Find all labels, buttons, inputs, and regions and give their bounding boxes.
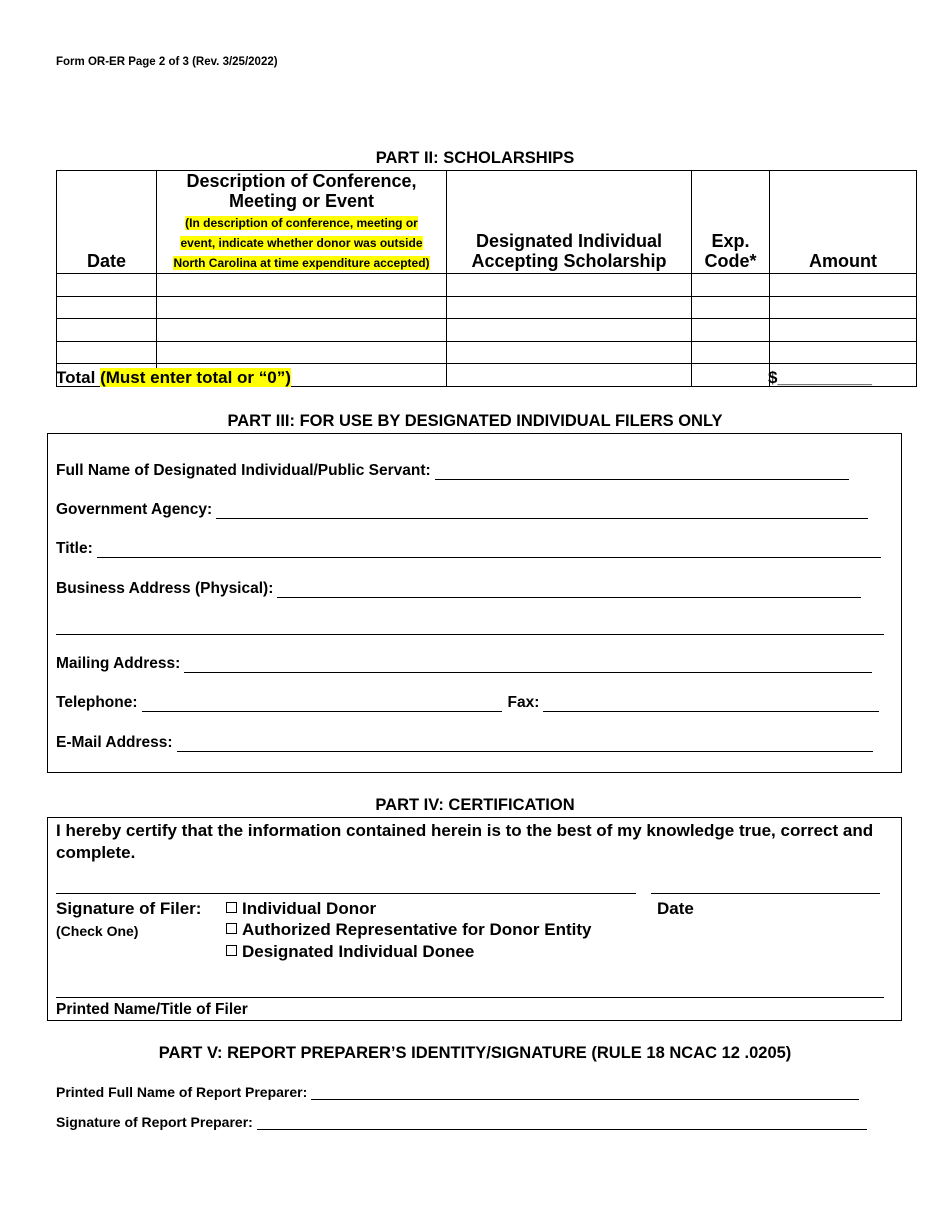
cell-amount[interactable] [770, 296, 917, 319]
cell-exp-code[interactable] [692, 274, 770, 297]
table-row [57, 296, 917, 319]
title-field[interactable] [97, 543, 881, 558]
part5-title: PART V: REPORT PREPARER’S IDENTITY/SIGNATURE (RULE 18 NCAC 12 .0205) [158, 1044, 792, 1062]
certification-statement: I hereby certify that the information contained herein is to the best of my knowledge true, correct and complete. [56, 821, 874, 862]
preparer-name-field[interactable] [311, 1086, 859, 1100]
full-name-field[interactable] [435, 465, 849, 480]
col-description [157, 171, 447, 274]
cell-description[interactable] [157, 319, 447, 342]
table-row [57, 319, 917, 342]
table-header-row [57, 171, 917, 274]
cell-date[interactable] [57, 341, 157, 364]
cell-designated[interactable] [447, 319, 692, 342]
agency-field[interactable] [216, 504, 868, 519]
scholarships-table [56, 170, 917, 387]
form-id: Form OR-ER Page 2 of 3 (Rev. 3/25/2022) [56, 56, 278, 68]
cell-description[interactable] [157, 296, 447, 319]
email-label: E-Mail Address: [56, 734, 173, 751]
agency-label: Government Agency: [56, 501, 213, 518]
business-address-label: Business Address (Physical): [56, 580, 274, 597]
option-individual-donor-label: Individual Donor [242, 899, 377, 918]
signature-line[interactable] [56, 893, 636, 894]
cell-description[interactable] [157, 341, 447, 364]
business-address-field[interactable] [277, 583, 861, 598]
agency-row [56, 501, 868, 519]
mailing-address-label: Mailing Address: [56, 655, 181, 672]
cell-exp-code[interactable] [692, 319, 770, 342]
signature-label: Signature of Filer: [56, 899, 202, 918]
col-description-note: (In description of conference, meeting or event, indicate whether donor was outside North Carolina at time expenditure accepted) [173, 216, 430, 270]
total-label: Total [56, 368, 96, 387]
business-address-row [56, 580, 861, 598]
business-address-line2[interactable] [56, 634, 884, 635]
printed-name-line[interactable] [56, 997, 884, 998]
table-row [57, 341, 917, 364]
col-description-main: Description of Conference, Meeting or Event [186, 171, 417, 211]
cell-amount[interactable] [770, 274, 917, 297]
total-amount-field[interactable]: $__________ [768, 368, 873, 387]
col-exp-code: Exp. Code* [692, 171, 770, 274]
preparer-signature-label: Signature of Report Preparer: [56, 1114, 253, 1130]
checkbox-icon[interactable] [226, 923, 237, 934]
preparer-name-row [56, 1084, 859, 1100]
cell-amount[interactable] [770, 319, 917, 342]
full-name-row [56, 462, 849, 480]
cell-designated[interactable] [447, 296, 692, 319]
option-designated-donee-label: Designated Individual Donee [242, 942, 475, 961]
cell-amount[interactable] [770, 341, 917, 364]
option-individual-donor[interactable] [226, 899, 376, 919]
cell-description[interactable] [157, 274, 447, 297]
telephone-label: Telephone: [56, 694, 138, 711]
col-designated-individual: Designated Individual Accepting Scholarship [447, 171, 692, 274]
total-row [56, 368, 291, 388]
cell-date[interactable] [57, 296, 157, 319]
telephone-row [56, 694, 879, 712]
cell-exp-code[interactable] [692, 341, 770, 364]
part3-title: PART III: FOR USE BY DESIGNATED INDIVIDUAL FILERS ONLY [227, 412, 723, 430]
printed-name-label: Printed Name/Title of Filer [56, 1001, 248, 1018]
date-line[interactable] [651, 893, 880, 894]
part2-title: PART II: SCHOLARSHIPS [375, 149, 575, 167]
cell-date[interactable] [57, 319, 157, 342]
cell-exp-code[interactable] [692, 364, 770, 387]
cell-designated[interactable] [447, 364, 692, 387]
preparer-signature-row [56, 1114, 867, 1130]
col-date: Date [57, 171, 157, 274]
telephone-field[interactable] [142, 697, 502, 712]
preparer-name-label: Printed Full Name of Report Preparer: [56, 1084, 308, 1100]
cell-date[interactable] [57, 274, 157, 297]
mailing-address-field[interactable] [184, 658, 872, 673]
part3-box [47, 433, 902, 773]
option-authorized-representative-label: Authorized Representative for Donor Entity [242, 920, 592, 939]
cell-designated[interactable] [447, 274, 692, 297]
cell-exp-code[interactable] [692, 296, 770, 319]
table-row [57, 274, 917, 297]
part4-title: PART IV: CERTIFICATION [375, 796, 575, 814]
email-row [56, 734, 873, 752]
full-name-label: Full Name of Designated Individual/Public Servant: [56, 462, 431, 479]
fax-label: Fax: [507, 694, 540, 711]
checkbox-icon[interactable] [226, 902, 237, 913]
check-one-label: (Check One) [56, 923, 139, 939]
preparer-signature-field[interactable] [257, 1116, 867, 1130]
title-row [56, 540, 881, 558]
total-note: (Must enter total or “0”) [100, 368, 291, 387]
email-field[interactable] [177, 737, 873, 752]
option-authorized-representative[interactable] [226, 920, 591, 940]
checkbox-icon[interactable] [226, 945, 237, 956]
cell-designated[interactable] [447, 341, 692, 364]
option-designated-donee[interactable] [226, 942, 474, 962]
mailing-address-row [56, 655, 872, 673]
fax-field[interactable] [543, 697, 879, 712]
date-label: Date [657, 899, 694, 918]
col-amount: Amount [770, 171, 917, 274]
title-label: Title: [56, 540, 93, 557]
